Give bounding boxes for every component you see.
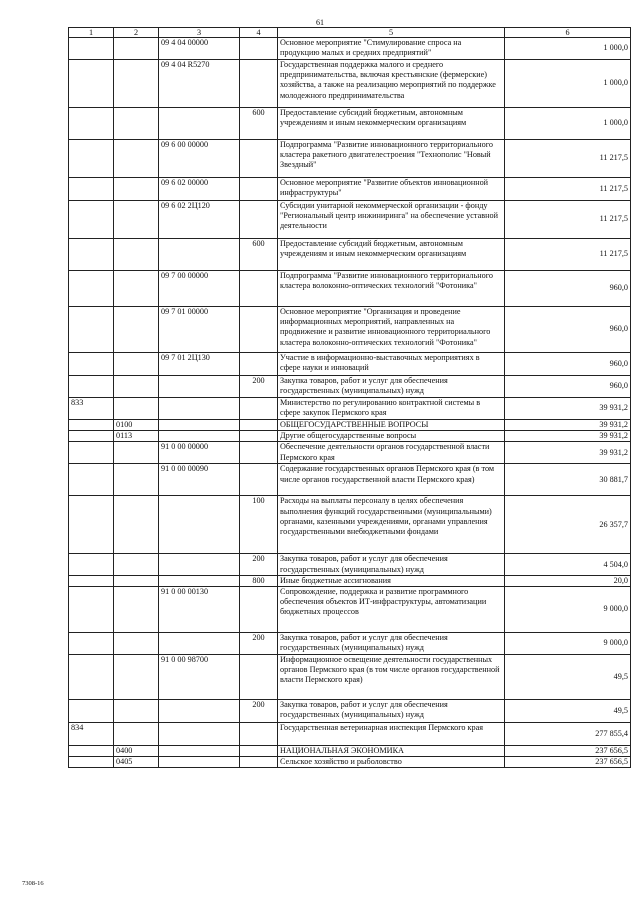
- cell-c5: Другие общегосударственные вопросы: [278, 431, 505, 442]
- cell-c2: 0400: [114, 746, 159, 757]
- table-row: [69, 587, 631, 633]
- cell-c5: ОБЩЕГОСУДАРСТВЕННЫЕ ВОПРОСЫ: [278, 420, 505, 431]
- cell-c1: [69, 633, 114, 655]
- table-row: [69, 239, 631, 271]
- header-col-2: 2: [114, 28, 159, 38]
- cell-c1: [69, 464, 114, 496]
- cell-c1: [69, 746, 114, 757]
- cell-c5: Закупка товаров, работ и услуг для обеспечения государственных (муниципальных) нужд: [278, 554, 505, 575]
- cell-c6: 960,0: [505, 353, 631, 376]
- table-row: [69, 420, 631, 431]
- table-row: [69, 723, 631, 746]
- document-code: 7308-16: [22, 880, 44, 887]
- cell-c1: [69, 140, 114, 178]
- cell-c5: Основное мероприятие "Стимулирование спроса на продукцию малых и средних предприятий": [278, 38, 505, 60]
- cell-c6: 960,0: [505, 376, 631, 398]
- cell-c1: [69, 376, 114, 398]
- cell-c4: [240, 353, 278, 376]
- cell-c6: 39 931,2: [505, 431, 631, 442]
- cell-c3: [159, 496, 240, 554]
- cell-c2: [114, 376, 159, 398]
- cell-c2: 0100: [114, 420, 159, 431]
- cell-c6: 26 357,7: [505, 496, 631, 554]
- cell-c3: 91 0 00 00130: [159, 587, 240, 633]
- cell-c6: 39 931,2: [505, 398, 631, 420]
- cell-c1: [69, 38, 114, 60]
- cell-c2: [114, 108, 159, 140]
- cell-c1: 834: [69, 723, 114, 746]
- cell-c5: Сопровождение, поддержка и развитие программного обеспечения объектов ИТ-инфраструктуры, автоматизации бюджетных процессов: [278, 587, 505, 633]
- cell-c1: [69, 178, 114, 201]
- header-col-3: 3: [159, 28, 240, 38]
- cell-c5: Основное мероприятие "Организация и проведение информационных мероприятий, направленных на продвижение и развитие инновационного территориального кластера волоконно-оптических технологий "Фотоника": [278, 307, 505, 353]
- header-col-6: 6: [505, 28, 631, 38]
- cell-c6: 277 855,4: [505, 723, 631, 746]
- cell-c3: [159, 431, 240, 442]
- cell-c5: Подпрограмма "Развитие инновационного территориального кластера волоконно-оптических технологий "Фотоника": [278, 271, 505, 307]
- cell-c2: [114, 353, 159, 376]
- cell-c6: 9 000,0: [505, 587, 631, 633]
- cell-c4: [240, 464, 278, 496]
- cell-c3: 09 4 04 R5270: [159, 60, 240, 108]
- cell-c3: [159, 723, 240, 746]
- cell-c4: [240, 307, 278, 353]
- cell-c3: [159, 633, 240, 655]
- cell-c1: [69, 587, 114, 633]
- cell-c4: [240, 140, 278, 178]
- table-row: [69, 140, 631, 178]
- table-row: [69, 700, 631, 723]
- cell-c3: [159, 757, 240, 768]
- header-col-5: 5: [278, 28, 505, 38]
- cell-c2: [114, 201, 159, 239]
- table-row: [69, 108, 631, 140]
- cell-c4: [240, 398, 278, 420]
- table-row: [69, 757, 631, 768]
- table-row: [69, 442, 631, 464]
- cell-c5: Закупка товаров, работ и услуг для обеспечения государственных (муниципальных) нужд: [278, 633, 505, 655]
- cell-c6: 1 000,0: [505, 108, 631, 140]
- cell-c5: Обеспечение деятельности органов государственной власти Пермского края: [278, 442, 505, 464]
- cell-c4: 200: [240, 633, 278, 655]
- cell-c3: [159, 398, 240, 420]
- cell-c5: НАЦИОНАЛЬНАЯ ЭКОНОМИКА: [278, 746, 505, 757]
- cell-c2: [114, 575, 159, 586]
- cell-c6: 237 656,5: [505, 757, 631, 768]
- table-row: [69, 60, 631, 108]
- cell-c5: Закупка товаров, работ и услуг для обеспечения государственных (муниципальных) нужд: [278, 376, 505, 398]
- cell-c3: 91 0 00 98700: [159, 655, 240, 700]
- cell-c5: Государственная поддержка малого и среднего предпринимательства, включая крестьянские (фермерские) хозяйства, а также на реализацию мероприятий по поддержке молодежного предпринимательства: [278, 60, 505, 108]
- cell-c5: Предоставление субсидий бюджетным, автономным учреждениям и иным некоммерческим организациям: [278, 239, 505, 271]
- cell-c4: [240, 60, 278, 108]
- cell-c2: [114, 496, 159, 554]
- cell-c2: [114, 464, 159, 496]
- cell-c3: 09 6 02 2Ц120: [159, 201, 240, 239]
- cell-c1: [69, 655, 114, 700]
- cell-c5: Министерство по регулированию контрактной системы в сфере закупок Пермского края: [278, 398, 505, 420]
- cell-c4: [240, 587, 278, 633]
- cell-c5: Информационное освещение деятельности государственных органов Пермского края (в том числе органов государственной власти Пермского края): [278, 655, 505, 700]
- cell-c3: [159, 239, 240, 271]
- cell-c2: [114, 587, 159, 633]
- cell-c6: 49,5: [505, 700, 631, 723]
- cell-c6: 11 217,5: [505, 140, 631, 178]
- cell-c3: [159, 376, 240, 398]
- cell-c6: 39 931,2: [505, 420, 631, 431]
- table-row: [69, 38, 631, 60]
- cell-c1: [69, 700, 114, 723]
- cell-c1: [69, 575, 114, 586]
- cell-c5: Сельское хозяйство и рыболовство: [278, 757, 505, 768]
- cell-c1: [69, 431, 114, 442]
- cell-c6: 11 217,5: [505, 178, 631, 201]
- cell-c6: 20,0: [505, 575, 631, 586]
- cell-c1: [69, 201, 114, 239]
- cell-c1: [69, 420, 114, 431]
- cell-c2: [114, 655, 159, 700]
- cell-c3: 09 4 04 00000: [159, 38, 240, 60]
- cell-c6: 11 217,5: [505, 239, 631, 271]
- cell-c6: 9 000,0: [505, 633, 631, 655]
- cell-c6: 1 000,0: [505, 60, 631, 108]
- cell-c2: [114, 271, 159, 307]
- header-col-4: 4: [240, 28, 278, 38]
- cell-c1: 833: [69, 398, 114, 420]
- cell-c5: Закупка товаров, работ и услуг для обеспечения государственных (муниципальных) нужд: [278, 700, 505, 723]
- table-row: [69, 271, 631, 307]
- cell-c3: 09 7 01 2Ц130: [159, 353, 240, 376]
- cell-c1: [69, 496, 114, 554]
- cell-c2: [114, 239, 159, 271]
- page-number: 61: [316, 18, 324, 27]
- cell-c4: [240, 271, 278, 307]
- table-row: [69, 398, 631, 420]
- cell-c1: [69, 307, 114, 353]
- cell-c4: 800: [240, 575, 278, 586]
- cell-c6: 11 217,5: [505, 201, 631, 239]
- cell-c3: 91 0 00 00090: [159, 464, 240, 496]
- cell-c1: [69, 353, 114, 376]
- budget-table: [68, 27, 631, 768]
- cell-c5: Субсидии унитарной некоммерческой организации - фонду "Региональный центр инжиниринга" на обеспечение уставной деятельности: [278, 201, 505, 239]
- table-row: [69, 307, 631, 353]
- cell-c3: 09 6 02 00000: [159, 178, 240, 201]
- cell-c4: [240, 442, 278, 464]
- cell-c2: [114, 633, 159, 655]
- cell-c5: Подпрограмма "Развитие инновационного территориального кластера ракетного двигателестроения "Технополис "Новый Звездный": [278, 140, 505, 178]
- table-header-row: [69, 28, 631, 38]
- cell-c2: [114, 38, 159, 60]
- table-row: [69, 431, 631, 442]
- cell-c3: 09 6 00 00000: [159, 140, 240, 178]
- cell-c4: [240, 757, 278, 768]
- cell-c2: [114, 140, 159, 178]
- cell-c1: [69, 757, 114, 768]
- cell-c2: [114, 307, 159, 353]
- cell-c5: Участие в информационно-выставочных мероприятиях в сфере науки и инноваций: [278, 353, 505, 376]
- cell-c6: 960,0: [505, 271, 631, 307]
- cell-c4: 600: [240, 108, 278, 140]
- cell-c3: 09 7 01 00000: [159, 307, 240, 353]
- cell-c1: [69, 271, 114, 307]
- cell-c4: 200: [240, 700, 278, 723]
- table-row: [69, 178, 631, 201]
- cell-c3: [159, 575, 240, 586]
- cell-c3: [159, 554, 240, 575]
- cell-c4: [240, 38, 278, 60]
- cell-c4: [240, 746, 278, 757]
- cell-c4: 200: [240, 376, 278, 398]
- cell-c1: [69, 442, 114, 464]
- cell-c5: Основное мероприятие "Развитие объектов инновационной инфраструктуры": [278, 178, 505, 201]
- cell-c2: [114, 554, 159, 575]
- cell-c2: [114, 398, 159, 420]
- cell-c6: 1 000,0: [505, 38, 631, 60]
- header-col-1: 1: [69, 28, 114, 38]
- cell-c4: 600: [240, 239, 278, 271]
- cell-c2: [114, 442, 159, 464]
- cell-c4: [240, 420, 278, 431]
- cell-c5: Государственная ветеринарная инспекция Пермского края: [278, 723, 505, 746]
- table-row: [69, 554, 631, 575]
- table-row: [69, 201, 631, 239]
- cell-c2: 0405: [114, 757, 159, 768]
- cell-c4: [240, 178, 278, 201]
- cell-c5: Содержание государственных органов Пермского края (в том числе органов государственной власти Пермского края): [278, 464, 505, 496]
- cell-c6: 30 881,7: [505, 464, 631, 496]
- table-row: [69, 746, 631, 757]
- cell-c4: [240, 431, 278, 442]
- cell-c4: [240, 655, 278, 700]
- cell-c2: [114, 723, 159, 746]
- cell-c3: [159, 746, 240, 757]
- cell-c3: [159, 700, 240, 723]
- cell-c3: [159, 420, 240, 431]
- cell-c2: [114, 60, 159, 108]
- table-row: [69, 353, 631, 376]
- table-row: [69, 376, 631, 398]
- cell-c6: 960,0: [505, 307, 631, 353]
- cell-c5: Иные бюджетные ассигнования: [278, 575, 505, 586]
- cell-c6: 4 504,0: [505, 554, 631, 575]
- cell-c1: [69, 239, 114, 271]
- cell-c3: [159, 108, 240, 140]
- cell-c5: Расходы на выплаты персоналу в целях обеспечения выполнения функций государственными (муниципальными) органами, казенными учреждениями, органами управления государственными внебюджетными фондами: [278, 496, 505, 554]
- table-row: [69, 633, 631, 655]
- cell-c4: 100: [240, 496, 278, 554]
- cell-c2: [114, 178, 159, 201]
- cell-c4: 200: [240, 554, 278, 575]
- table-row: [69, 655, 631, 700]
- cell-c1: [69, 60, 114, 108]
- table-row: [69, 575, 631, 586]
- cell-c1: [69, 554, 114, 575]
- cell-c2: [114, 700, 159, 723]
- cell-c5: Предоставление субсидий бюджетным, автономным учреждениям и иным некоммерческим организациям: [278, 108, 505, 140]
- cell-c3: 09 7 00 00000: [159, 271, 240, 307]
- table-row: [69, 464, 631, 496]
- cell-c4: [240, 201, 278, 239]
- table-row: [69, 496, 631, 554]
- cell-c4: [240, 723, 278, 746]
- cell-c1: [69, 108, 114, 140]
- cell-c6: 49,5: [505, 655, 631, 700]
- cell-c6: 39 931,2: [505, 442, 631, 464]
- cell-c3: 91 0 00 00000: [159, 442, 240, 464]
- cell-c6: 237 656,5: [505, 746, 631, 757]
- cell-c2: 0113: [114, 431, 159, 442]
